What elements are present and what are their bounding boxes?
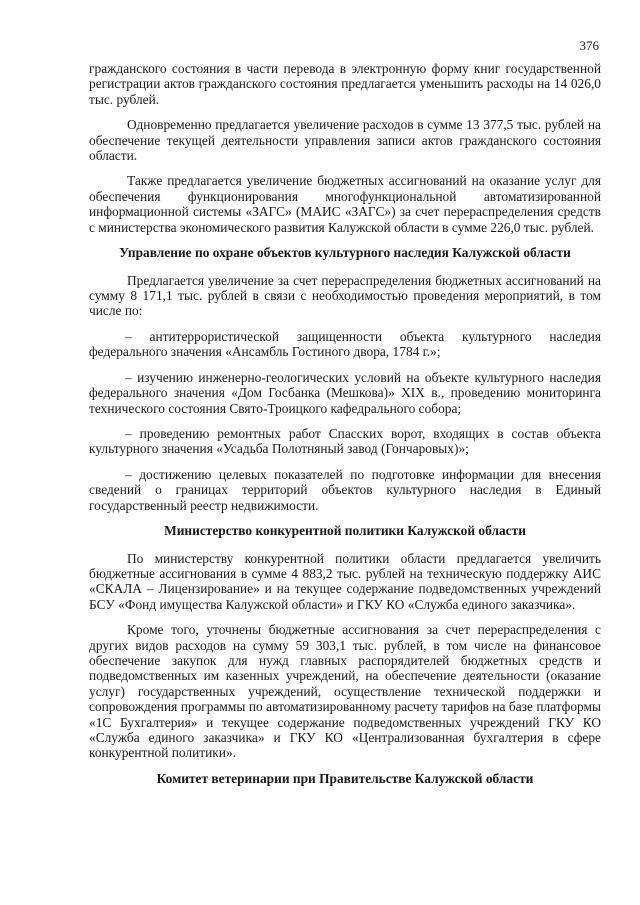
paragraph-zags-increase: Одновременно предлагается увеличение расходов в сумме 13 377,5 тыс. рублей на обеспечение текущей деятельности управления записи актов гражданского состояния области. xyxy=(89,117,601,164)
section-heading-cultural-heritage: Управление по охране объектов культурного наследия Калужской области xyxy=(119,245,571,261)
list-item-registry: – достижению целевых показателей по подготовке информации для внесения сведений о границах территорий объектов культурного наследия в Единый государственный реестр недвижимости. xyxy=(89,466,601,513)
document-body xyxy=(89,61,601,798)
page-number: 376 xyxy=(579,38,599,53)
section-heading-competition-ministry: Министерство конкурентной политики Калужской области xyxy=(164,522,526,538)
section-heading-veterinary-committee: Комитет ветеринарии при Правительстве Калужской области xyxy=(156,770,534,786)
list-item-geology: – изучению инженерно-геологических условий на объекте культурного наследия федерального значения «Дом Госбанка (Мешкова)» XIX в., проведению мониторинга технического состояния Свято-Троицкого кафедрального собора; xyxy=(89,369,601,416)
list-item-spassky-gates: – проведению ремонтных работ Спасских ворот, входящих в состав объекта культурного значения «Усадьба Полотняный завод (Гончаровых)»; xyxy=(89,425,601,457)
paragraph-competition-reallocation: Кроме того, уточнены бюджетные ассигнования за счет перераспределения с других видов расходов на сумму 59 303,1 тыс. рублей, в том числе на финансовое обеспечение закупок для нужд главных распорядителей бюджетных средств и подведомственных им казенных учреждений, на обеспечение деятельности (оказание услуг) государственных учреждений, осуществление технической поддержки и сопровождения программы по автоматизированному расчету тарифов на базе платформы «1С Бухгалтерия» и текущее содержание подведомственных учреждений ГКУ КО «Служба единого заказчика» и ГКУ КО «Централизованная бухгалтерия в сфере конкурентной политики». xyxy=(89,622,601,761)
paragraph-mais-zags: Также предлагается увеличение бюджетных ассигнований на оказание услуг для обеспечения функционирования многофункциональной автоматизированной информационной системы «ЗАГС» (МАИС «ЗАГС») за счет перераспределения средств с министерства экономического развития Калужской области в сумме 226,0 тыс. рублей. xyxy=(89,173,601,235)
list-item-antiterror: – антитеррористической защищенности объекта культурного наследия федерального значения «Ансамбль Гостиного двора, 1784 г.»; xyxy=(89,328,601,360)
paragraph-competition-increase: По министерству конкурентной политики области предлагается увеличить бюджетные ассигнования в сумме 4 883,2 тыс. рублей на техническую поддержку АИС «СКАЛА – Лицензирование» и на текущее содержание подведомственных учреждений БСУ «Фонд имущества Калужской области» и ГКУ КО «Служба единого заказчика». xyxy=(89,550,601,612)
paragraph-cultural-heritage-intro: Предлагается увеличение за счет перераспределения бюджетных ассигнований на сумму 8 171,1 тыс. рублей в связи с необходимостью проведения мероприятий, в том числе по: xyxy=(89,272,601,319)
paragraph-zags-decrease: гражданского состояния в части перевода в электронную форму книг государственной регистрации актов гражданского состояния предлагается уменьшить расходы на 14 026,0 тыс. рублей. xyxy=(89,61,601,107)
